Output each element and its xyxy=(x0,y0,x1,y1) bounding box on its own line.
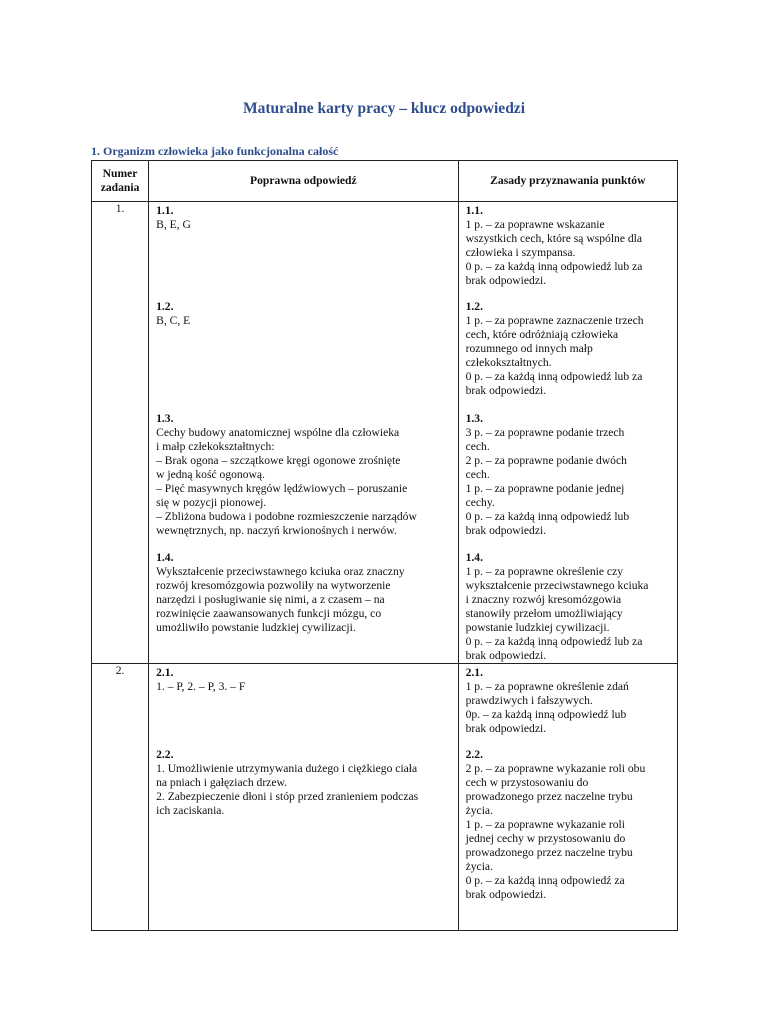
scoring-text: 3 p. – za poprawne podanie trzech cech. 2 p. – za poprawne podanie dwóch cech. 1 p. – za poprawne podanie jednej cechy. 0 p. – za każdą inną odpowiedź lub brak odpowiedzi. xyxy=(465,426,630,537)
answer-label: 1.3. xyxy=(156,412,174,425)
scoring-cell xyxy=(458,202,677,664)
answer-block xyxy=(156,666,452,694)
scoring-block xyxy=(466,551,671,663)
answer-block xyxy=(156,300,452,328)
scoring-cell xyxy=(458,664,677,931)
task-number: 1. xyxy=(92,202,149,664)
answer-label: 2.2. xyxy=(156,748,174,761)
scoring-text: 1 p. – za poprawne określenie zdań prawdziwych i fałszywych. 0p. – za każdą inną odpowiedź lub brak odpowiedzi. xyxy=(465,680,629,735)
answer-block xyxy=(156,412,452,538)
answer-label: 1.4. xyxy=(156,551,174,564)
scoring-label: 1.2. xyxy=(465,300,483,313)
answer-block xyxy=(156,204,452,232)
header-scoring-rules: Zasady przyznawania punktów xyxy=(458,161,677,202)
scoring-label: 2.2. xyxy=(465,748,483,761)
scoring-text: 1 p. – za poprawne wskazanie wszystkich cech, które są wspólne dla człowieka i szympansa. 0 p. – za każdą inną odpowiedź lub za brak odpowiedzi. xyxy=(465,218,643,287)
answer-key-table xyxy=(91,160,678,931)
scoring-text: 1 p. – za poprawne określenie czy wykształcenie przeciwstawnego kciuka i znaczny rozwój kresomózgowia stanowiły przełom umożliwiający powstanie ludzkiej cywilizacji. 0 p. – za każdą inną odpowiedź lub za brak odpowiedzi. xyxy=(465,565,649,662)
answer-text: B, E, G xyxy=(156,218,191,231)
task-number: 2. xyxy=(92,664,149,931)
answer-label: 1.1. xyxy=(156,204,174,217)
section-heading: 1. Organizm człowieka jako funkcjonalna całość xyxy=(91,144,339,158)
answer-label: 1.2. xyxy=(156,300,174,313)
document-title: Maturalne karty pracy – klucz odpowiedzi xyxy=(243,100,525,117)
answer-text: 1. Umożliwienie utrzymywania dużego i ciężkiego ciała na pniach i gałęziach drzew. 2. Zabezpieczenie dłoni i stóp przed zranieniem podczas ich zaciskania. xyxy=(156,762,419,817)
scoring-block xyxy=(466,748,671,902)
scoring-block xyxy=(466,300,671,398)
table-row xyxy=(92,202,678,664)
answer-cell xyxy=(149,664,459,931)
scoring-label: 2.1. xyxy=(465,666,483,679)
table-header-row xyxy=(92,161,678,202)
scoring-block xyxy=(466,666,671,736)
scoring-block xyxy=(466,412,671,538)
answer-text: 1. – P, 2. – P, 3. – F xyxy=(156,680,246,693)
answer-text: Wykształcenie przeciwstawnego kciuka oraz znaczny rozwój kresomózgowia pozwoliły na wytworzenie narzędzi i posługiwanie się nimi, a z czasem – na rozwinięcie zaawansowanych funkcji mózgu, co umożliwiło powstanie ludzkiej cywilizacji. xyxy=(156,565,405,634)
answer-block xyxy=(156,551,452,635)
scoring-label: 1.1. xyxy=(465,204,483,217)
scoring-text: 1 p. – za poprawne zaznaczenie trzech cech, które odróżniają człowieka rozumnego od innych małp człekokształtnych. 0 p. – za każdą inną odpowiedź lub za brak odpowiedzi. xyxy=(465,314,644,397)
scoring-label: 1.3. xyxy=(465,412,483,425)
scoring-label: 1.4. xyxy=(465,551,483,564)
scoring-block xyxy=(466,204,671,288)
scoring-text: 2 p. – za poprawne wykazanie roli obu cech w przystosowaniu do prowadzonego przez naczelne trybu życia. 1 p. – za poprawne wykazanie roli jednej cechy w przystosowaniu do prowadzonego przez naczelne trybu życia. 0 p. – za każdą inną odpowiedź za brak odpowiedzi. xyxy=(465,762,646,901)
header-task-number: Numer zadania xyxy=(92,161,149,202)
answer-cell xyxy=(149,202,459,664)
answer-text: Cechy budowy anatomicznej wspólne dla człowieka i małp człekokształtnych: – Brak ogona – szczątkowe kręgi ogonowe zrośnięte w jedną kość ogonową. – Pięć masywnych kręgów lędźwiowych – poruszanie się w pozycji pionowej. – Zbliżona budowa i podobne rozmieszczenie narządów wewnętrznych, np. naczyń krwionośnych i nerwów. xyxy=(156,426,417,537)
table-row xyxy=(92,664,678,931)
header-correct-answer: Poprawna odpowiedź xyxy=(149,161,459,202)
answer-label: 2.1. xyxy=(156,666,174,679)
answer-block xyxy=(156,748,452,818)
answer-text: B, C, E xyxy=(156,314,191,327)
